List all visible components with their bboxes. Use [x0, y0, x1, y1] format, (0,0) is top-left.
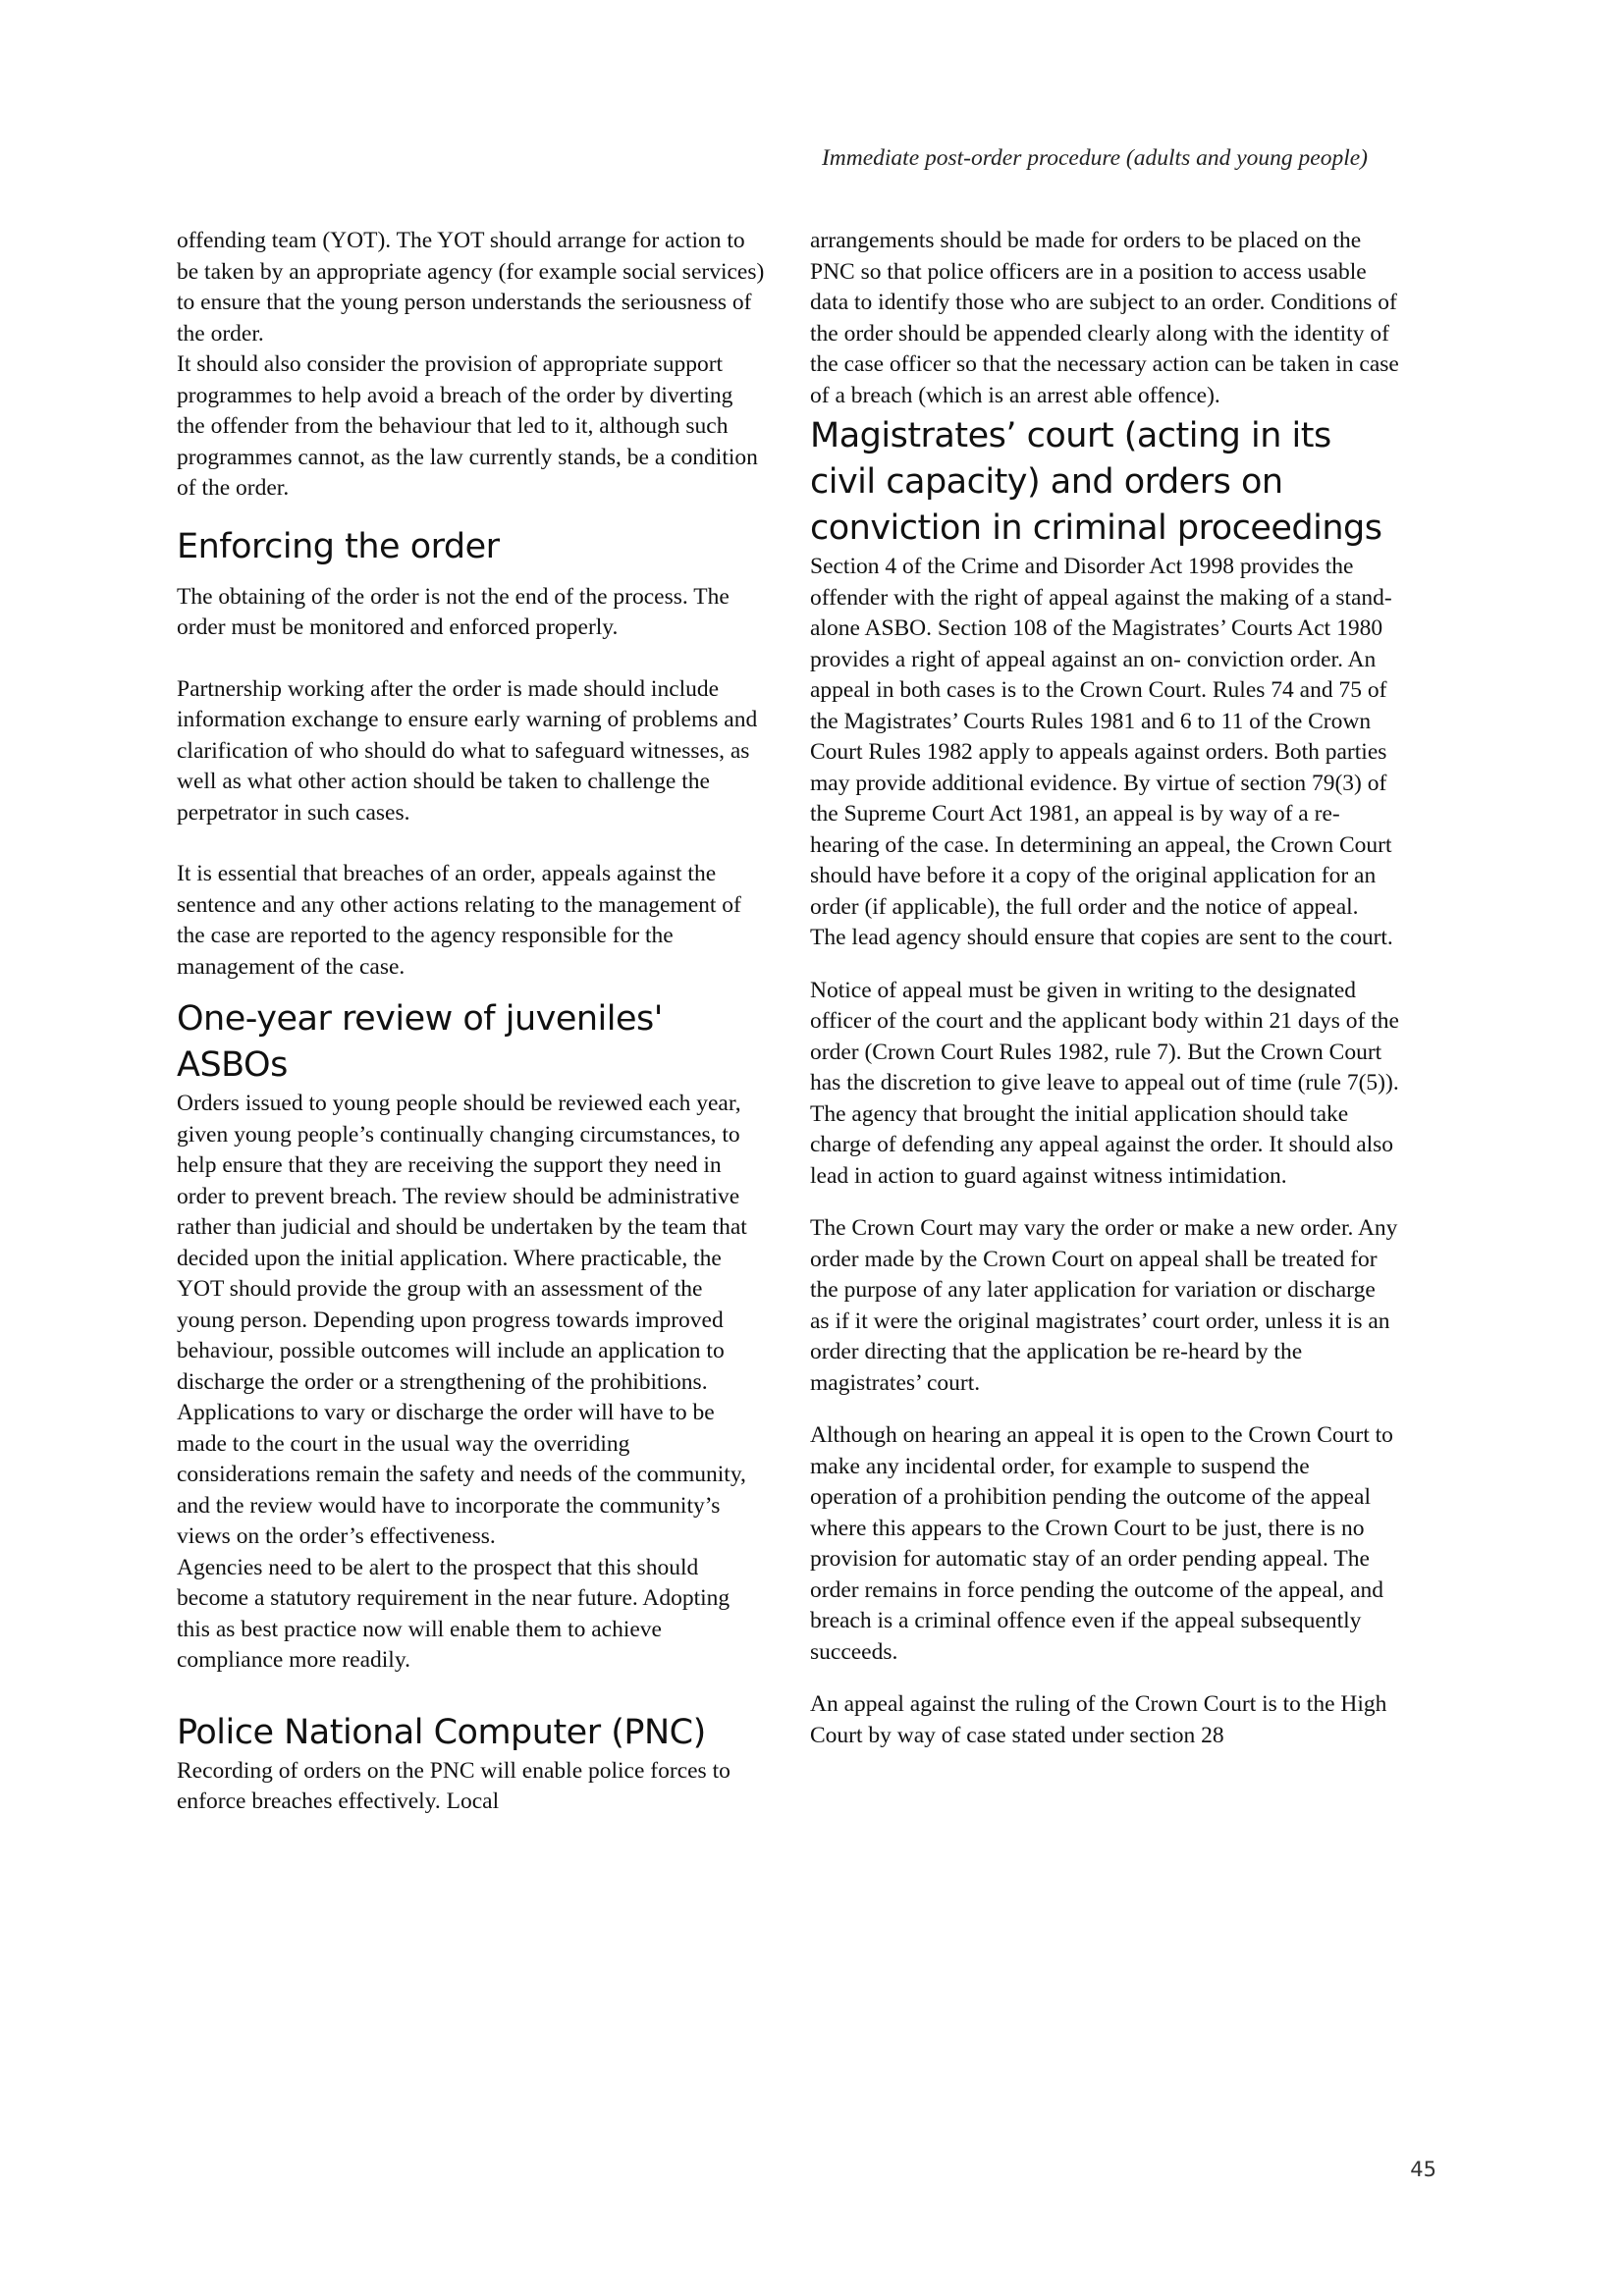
review-paragraph-2: Agencies need to be alert to the prospect that this should become a statutory requirement in the near future. Adopting this as best practice now will enable them to achieve compliance more readily. — [177, 1554, 730, 1673]
appeal-paragraph-1: Section 4 of the Crime and Disorder Act 1998 provides the offender with the right of appeal against the making of a stand-alone ASBO. Section 108 of the Magistrates’ Courts Act 1980 provides a right of appeal against an on- conviction order. An appeal in both cases is to the Crown Court. Rules 74 and 75 of the Magistrates’ Courts Rules 1981 and 6 to 11 of the Crown Court Rules 1982 apply to appeals against orders. Both parties may provide additional evidence. By virtue of section 79(3) of the Supreme Court Act 1981, an appeal is by way of a re-hearing of the case. In determining an appeal, the Crown Court should have before it a copy of the original application for an order (if applicable), the full order and the notice of appeal. The lead agency should ensure that copies are sent to the court. — [810, 554, 1393, 950]
enforcing-paragraph-3: It is essential that breaches of an order, appeals against the sentence and any other actions relating to the management of the case are reported to the agency responsible for the management of the case. — [177, 861, 741, 980]
enforcing-paragraph-2: Partnership working after the order is made should include information exchange to ensure early warning of problems and clarification of who should do what to safeguard witnesses, as well as what other action should be taken to challenge the perpetrator in such cases. — [177, 675, 758, 826]
left-column — [177, 226, 766, 1818]
intro-paragraph: offending team (YOT). The YOT should arrange for action to be taken by an appropriate agency (for example social services) to ensure that the young person understands the seriousness of the order. — [177, 228, 765, 347]
enforcing-paragraph-1: The obtaining of the order is not the end of the process. The order must be monitored and enforced properly. — [177, 583, 730, 640]
review-heading: One-year review of juveniles' ASBOs — [177, 999, 663, 1085]
appeal-paragraph-4: Although on hearing an appeal it is open to the Crown Court to make any incidental order, for example to suspend the operation of a prohibition pending the outcome of the appeal where this appears to the Crown Court to be just, there is no provision for automatic stay of an order pending appeal. The order remains in force pending the outcome of the appeal, and breach is a criminal offence even if the appeal subsequently succeeds. — [810, 1422, 1393, 1665]
right-column — [810, 226, 1399, 1751]
review-paragraph-1: Orders issued to young people should be reviewed each year, given young people’s continually changing circumstances, to help ensure that they are receiving the support they need in order to prevent breach. The review should be administrative rather than judicial and should be undertaken by the team that decided upon the initial application. Where practicable, the YOT should provide the group with an assessment of the young person. Depending upon progress towards improved behaviour, possible outcomes will include an application to discharge the order or a strengthening of the prohibitions. Applications to vary or discharge the order will have to be made to the court in the usual way the overriding considerations remain the safety and needs of the community, and the review would have to incorporate the community’s views on the order’s effectiveness. — [177, 1091, 747, 1549]
magistrates-heading: Magistrates’ court (acting in its civil capacity) and orders on conviction in criminal proceedings — [810, 416, 1382, 548]
pnc-paragraph-1: Recording of orders on the PNC will enable police forces to enforce breaches effectively. Local — [177, 1757, 730, 1814]
appeal-paragraph-5: An appeal against the ruling of the Crown Court is to the High Court by way of case stated under section 28 — [810, 1691, 1387, 1748]
running-header: Immediate post-order procedure (adults and young people) — [821, 145, 1368, 171]
support-paragraph: It should also consider the provision of appropriate support programmes to help avoid a breach of the order by diverting the offender from the behaviour that led to it, although such programmes cannot, as the law currently stands, be a condition of the order. — [177, 351, 758, 501]
appeal-paragraph-2: Notice of appeal must be given in writing to the designated officer of the court and the applicant body within 21 days of the order (Crown Court Rules 1982, rule 7). But the Crown Court has the discretion to give leave to appeal out of time (rule 7(5)). The agency that brought the initial application should take charge of defending any appeal against the order. It should also lead in action to guard against witness intimidation. — [810, 977, 1399, 1189]
pnc-paragraph-continued: arrangements should be made for orders to be placed on the PNC so that police officers are in a position to access usable data to identify those who are subject to an order. Conditions of the order should be appended clearly along with the identity of the case officer so that the necessary action can be taken in case of a breach (which is an arrest able offence). — [810, 228, 1399, 408]
pnc-heading: Police National Computer (PNC) — [177, 1712, 706, 1752]
page-number: 45 — [1410, 2158, 1436, 2181]
appeal-paragraph-3: The Crown Court may vary the order or make a new order. Any order made by the Crown Court on appeal shall be treated for the purpose of any later application for variation or discharge as if it were the original magistrates’ court order, unless it is an order directing that the application be re-heard by the magistrates’ court. — [810, 1215, 1398, 1396]
enforcing-heading: Enforcing the order — [177, 526, 500, 566]
